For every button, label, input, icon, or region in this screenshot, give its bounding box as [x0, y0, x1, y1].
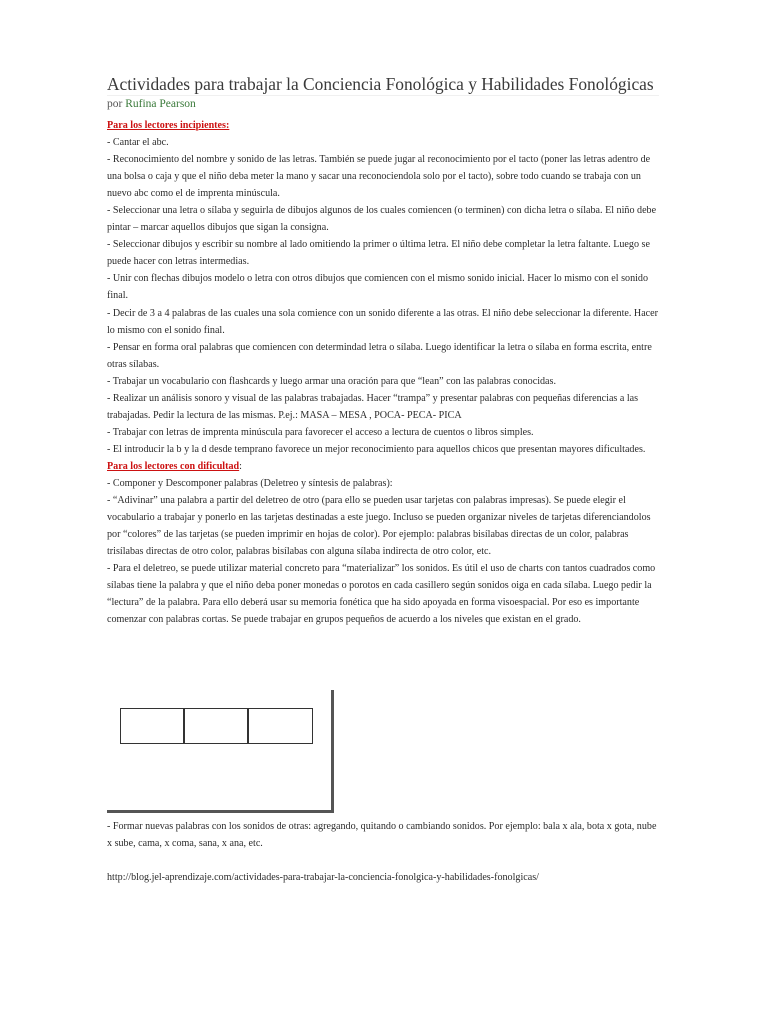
source-url: http://blog.jel-aprendizaje.com/actividades-para-trabajar-la-conciencia-fonolgica-y-habilidades-fonolgicas/ [107, 872, 539, 883]
syllable-boxes-figure [107, 690, 335, 814]
list-item: - El introducir la b y la d desde temprano favorece un mejor reconocimiento para aquellos chicos que presentan mayores dificultades. [107, 443, 646, 455]
list-item: - Seleccionar una letra o sílaba y seguirla de dibujos algunos de los cuales comiencen (o terminen) con dicha letra o sílaba. El niño debe pintar – marcar aquellos dibujos que sigan la consigna. [107, 205, 657, 234]
section-heading-difficulty: Para los lectores con dificultad [107, 460, 240, 472]
byline-prefix: por [107, 98, 123, 110]
list-item: - Unir con flechas dibujos modelo o letra con otros dibujos que comiencen con el mismo sonido inicial. Hacer lo mismo con el sonido final. [107, 273, 649, 302]
list-item: - Para el deletreo, se puede utilizar material concreto para “materializar” los sonidos. Es útil el uso de charts con tantos cuadrados como sílabas tiene la palabra y que el niño deba poner monedas o porotos en cada casillero según sonidos oiga en cada sílaba. Luego pedir la “lectura” de la palabra. Para ello deberá usar su memoria fonética que ha sido apoyada en forma visoespacial. Por eso es importante comenzar con palabras cortas. Se puede trabajar en grupos pequeños de acuerdo a los niveles que existan en el grado. [107, 563, 656, 626]
list-item: - Cantar el abc. [107, 137, 169, 149]
list-item: - Componer y Descomponer palabras (Deletreo y síntesis de palabras): [107, 477, 393, 489]
list-item: - Formar nuevas palabras con los sonidos de otras: agregando, quitando o cambiando sonidos. Por ejemplo: bala x ala, bota x gota, nube x sube, cama, x coma, sana, x ana, etc. [107, 821, 657, 850]
byline [107, 97, 196, 111]
syllable-box [120, 708, 185, 744]
document-title: Actividades para trabajar la Conciencia Fonológica y Habilidades Fonológicas [107, 73, 659, 96]
after-figure-text [107, 818, 659, 852]
section-heading-beginners: Para los lectores incipientes: [107, 120, 230, 131]
document-body [107, 117, 659, 628]
list-item: - Trabajar con letras de imprenta minúscula para favorecer el acceso a lectura de cuentos o libros simples. [107, 426, 534, 438]
syllable-box [249, 708, 313, 744]
list-item: - Trabajar un vocabulario con flashcards y luego armar una oración para que “lean” con las palabras conocidas. [107, 375, 556, 387]
author-name: Rufina Pearson [125, 98, 196, 110]
section-heading-line-difficulty [107, 458, 659, 475]
syllable-box [185, 708, 249, 744]
list-item: - Pensar en forma oral palabras que comiencen con determindad letra o sílaba. Luego identificar la letra o sílaba en forma escrita, entre otras sílabas. [107, 341, 652, 370]
list-item: - Realizar un análisis sonoro y visual de las palabras trabajadas. Hacer “trampa” y presentar palabras con pequeñas diferencias a las trabajadas. Pedir la lectura de las mismas. P.ej.: MASA – MESA , POCA- PECA- PICA [107, 392, 639, 421]
list-item: - “Adivinar” una palabra a partir del deletreo de otro (para ello se pueden usar tarjetas con palabras impresas). Se puede elegir el vocabulario a trabajar y ponerlo en las tarjetas destinadas a este juego. Incluso se pueden organizar niveles de tarjetas diferenciandolos por “colores” de las tarjetas (se pueden imprimir en hojas de color). Por ejemplo: palabras bisílabas directas de un color, palabras trisílabas directas de otro color, palabras bisílabas con alguna sílaba indirecta de otro color, etc. [107, 495, 651, 558]
list-item: - Seleccionar dibujos y escribir su nombre al lado omitiendo la primer o última letra. El niño debe completar la letra faltante. Luego se puede hacer con letras intermedias. [107, 239, 650, 268]
list-item: - Reconocimiento del nombre y sonido de las letras. También se puede jugar al reconocimiento por el tacto (poner las letras adentro de una bolsa o caja y que el niño deba meter la mano y sacar una reconociendola solo por el tacto), sobre todo cuando se trabaja con un nuevo abc como el de imprenta minúscula. [107, 154, 651, 200]
list-item: - Decir de 3 a 4 palabras de las cuales una sola comience con un sonido diferente a las otras. El niño debe seleccionar la diferente. Hacer lo mismo con el sonido final. [107, 307, 658, 336]
heading-colon: : [239, 460, 242, 472]
